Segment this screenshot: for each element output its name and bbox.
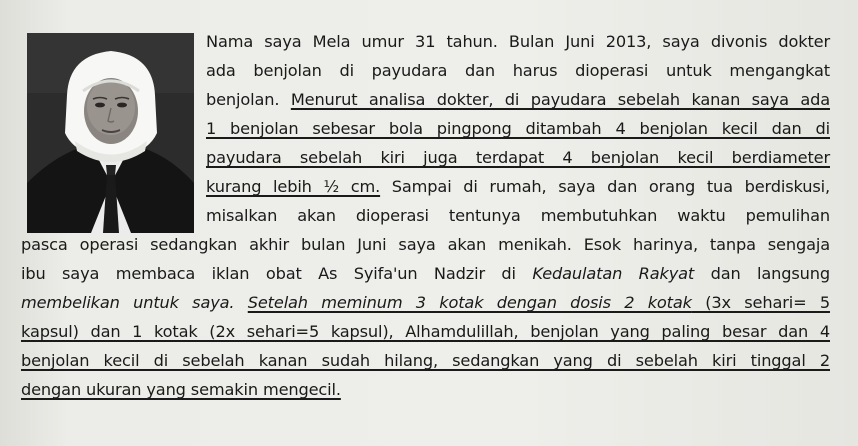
line-10-underlined: (3x sehari= 5 [691, 293, 830, 312]
line-9-text: ibu saya membaca iklan obat As Syifa'un Nadzir di [21, 264, 533, 283]
line-2-text: ada benjolan di payudara dan harus dioperasi untuk mengangkat [206, 61, 830, 80]
text-line-10 [21, 292, 830, 314]
line-3-underlined: Menurut analisa dokter, di payudara sebelah kanan saya ada [290, 90, 830, 109]
text-line-12 [21, 350, 830, 372]
line-8-text: pasca operasi sedangkan akhir bulan Juni saya akan menikah. Esok harinya, tanpa sengaja [21, 235, 830, 254]
text-line-13 [21, 379, 830, 401]
line-4-underlined: 1 benjolan sebesar bola pingpong ditambah 4 benjolan kecil dan di [206, 119, 830, 138]
line-5-underlined: payudara sebelah kiri juga terdapat 4 benjolan kecil berdiameter [206, 148, 830, 167]
line-10-italic-underlined: Setelah meminum 3 kotak dengan dosis 2 kotak [247, 293, 692, 312]
text-line-6 [206, 176, 830, 198]
text-line-1 [206, 31, 830, 53]
text-line-4 [206, 118, 830, 140]
line-7-text: misalkan akan dioperasi tentunya membutuhkan waktu pemulihan [206, 206, 830, 225]
text-line-11 [21, 321, 830, 343]
line-11-text: kapsul) dan 1 kotak (2x sehari=5 kapsul), Alhamdulillah, benjolan yang paling besar dan 4 [21, 322, 830, 341]
text-line-2 [206, 60, 830, 82]
text-line-7 [206, 205, 830, 227]
text-line-5 [206, 147, 830, 169]
line-3-text: benjolan. [206, 90, 291, 109]
line-9-italic: Kedaulatan Rakyat [532, 264, 695, 283]
line-1-text: Nama saya Mela umur 31 tahun. Bulan Juni 2013, saya divonis dokter [206, 32, 830, 51]
text-line-3 [206, 89, 830, 111]
text-line-8 [21, 234, 830, 256]
line-13-text: dengan ukuran yang semakin mengecil. [21, 380, 341, 399]
line-12-text: benjolan kecil di sebelah kanan sudah hilang, sedangkan yang di sebelah kiri tinggal 2 [21, 351, 830, 370]
line-10-italic: membelikan untuk saya. [21, 293, 235, 312]
line-6-underlined: kurang lebih ½ cm. [206, 177, 381, 196]
text-line-9 [21, 263, 830, 285]
line-6-text: Sampai di rumah, saya dan orang tua berdiskusi, [380, 177, 830, 196]
line-9-text-end: dan langsung [694, 264, 830, 283]
line-10-space [234, 293, 247, 312]
